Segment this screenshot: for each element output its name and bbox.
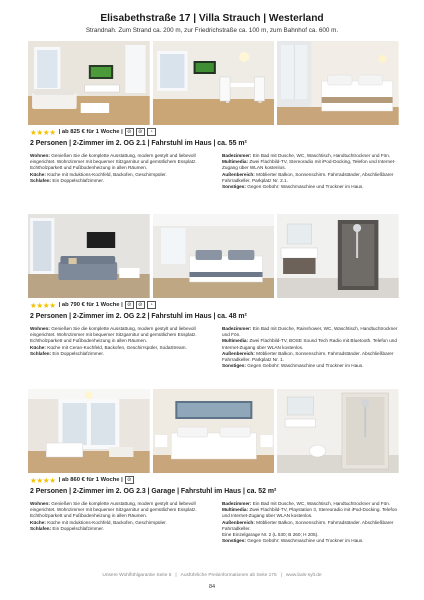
paragraph-label: Badezimmer: xyxy=(222,326,252,331)
document-title: Elisabethstraße 17 | Villa Strauch | Westerland xyxy=(100,13,324,24)
photo-bedroom xyxy=(153,389,275,473)
paragraph-text: Zwei Flachbild-TV, BOSE Sound Tech Radio mit Bluetooth. Telefon und Internet-Zugang über WLAN kostenlos. xyxy=(222,338,398,350)
paragraph-text: Ein Doppelschlafzimmer. xyxy=(51,525,104,531)
paragraph-text: Genießen Sie die komplette Ausstattung, modern gestylt und liebevoll eingerichtet. Wohnzimmer mit bequemer Sitzgarnitur und gemütlichem Essplatz. xyxy=(30,153,197,165)
paragraph-text: Eine Einzelgarage Nr. 2 (L 530; B 260; H 205). xyxy=(222,532,319,538)
paragraph-label: Küche: xyxy=(30,519,46,525)
paragraph-label: Sonstiges: xyxy=(222,538,246,544)
photo-living-room-sofa xyxy=(28,214,150,298)
no-pets-icon: ⊘ xyxy=(136,128,145,136)
website-link[interactable]: www.bals-sylt.de xyxy=(285,573,322,578)
paragraph-label: Multimedia: xyxy=(222,338,249,344)
prices-link[interactable]: Ausführliche Preisinformationen ab Seite 175 xyxy=(180,573,277,578)
wifi-icon: ◔ xyxy=(147,128,156,136)
description-paragraph xyxy=(222,172,400,184)
paragraph-text: Genießen Sie die komplette Ausstattung, modern gestylt und liebevoll eingerichtet. Wohnzimmer mit bequemer Sitzgarnitur und gemütlichem Essplatz. xyxy=(30,326,197,338)
description-left-column xyxy=(30,326,208,369)
apartment-description xyxy=(30,326,400,369)
rating-line xyxy=(30,300,156,310)
paragraph-text: Küche mit Induktions-Kochfeld, Backofen, Geschirrspüler. xyxy=(45,171,167,177)
paragraph-text: Ein Doppelschlafzimmer. xyxy=(51,350,104,356)
paragraph-label: Schlafen: xyxy=(30,350,52,356)
paragraph-text: Ein Bad mit Dusche, WC, Waschtisch, Handtuchtrockner und Fön. xyxy=(251,501,391,506)
photo-bedroom xyxy=(153,214,275,298)
star-rating-icon: ★★★★ xyxy=(30,127,56,137)
paragraph-text: Genießen Sie die komplette Ausstattung, modern gestylt und liebevoll eingerichtet. Wohnzimmer mit bequemer Sitzgarnitur und gemütlichem Essplatz. xyxy=(30,501,197,513)
paragraph-label: Multimedia: xyxy=(222,507,249,513)
document-subtitle: Strandnah. Zum Strand ca. 200 m, zur Friedrichstraße ca. 100 m, zum Bahnhof ca. 600 m. xyxy=(85,27,339,34)
description-paragraph xyxy=(222,538,400,544)
star-rating-icon: ★★★★ xyxy=(30,475,56,485)
photo-bedroom xyxy=(277,41,399,125)
photo-row-apartment-2-1 xyxy=(28,41,399,125)
page-footer xyxy=(0,573,424,578)
photo-dining-area xyxy=(153,41,275,125)
description-left-column xyxy=(30,153,208,190)
paragraph-label: Badezimmer: xyxy=(222,153,252,158)
photo-bathroom-shower xyxy=(277,214,399,298)
paragraph-text: Gegen Gebühr: Waschmaschine und Trockner im Haus. xyxy=(245,538,364,544)
photo-row-apartment-2-3 xyxy=(28,389,399,473)
description-right-column xyxy=(222,153,400,190)
description-paragraph xyxy=(222,326,400,338)
paragraph-text: Küche mit Induktions-Kochfeld, Backofen, Geschirrspüler. xyxy=(45,519,167,525)
description-paragraph xyxy=(222,351,400,363)
paragraph-text: Ein Bad mit Dusche, WC, Waschtisch, Handtuchtrockner und Fön. xyxy=(251,153,391,158)
description-paragraph xyxy=(30,351,208,357)
description-right-column xyxy=(222,326,400,369)
paragraph-label: Sonstiges: xyxy=(222,184,246,190)
apartment-heading: 2 Personen | 2-Zimmer im 2. OG 2.2 | Fahrstuhl im Haus | ca. 48 m² xyxy=(30,313,247,320)
paragraph-label: Sonstiges: xyxy=(222,363,246,369)
price-label: | ab 825 € für 1 Woche | xyxy=(58,129,123,135)
description-paragraph xyxy=(30,178,208,184)
paragraph-label: Schlafen: xyxy=(30,525,52,531)
no-smoking-icon: ⊘ xyxy=(125,301,134,309)
paragraph-text: Zwei Flachbild-TV, Playstation 3, Stereoradio mit iPod-Docking. Telefon und Internet-Zugang über WLAN kostenlos. xyxy=(222,507,398,519)
description-paragraph xyxy=(222,507,400,519)
description-right-column xyxy=(222,501,400,544)
no-smoking-icon: ⊘ xyxy=(125,128,134,136)
paragraph-label: Küche: xyxy=(30,171,46,177)
paragraph-label: Küche: xyxy=(30,344,46,350)
description-paragraph xyxy=(30,501,208,513)
apartment-heading: 2 Personen | 2-Zimmer im 2. OG 2.1 | Fahrstuhl im Haus | ca. 55 m² xyxy=(30,140,247,147)
rating-line xyxy=(30,127,156,137)
star-rating-icon: ★★★★ xyxy=(30,300,56,310)
paragraph-text: Gegen Gebühr: Waschmaschine und Trockner im Haus. xyxy=(245,184,364,190)
photo-row-apartment-2-2 xyxy=(28,214,399,298)
description-paragraph xyxy=(30,326,208,338)
description-paragraph xyxy=(222,338,400,350)
rating-line xyxy=(30,475,134,485)
price-label: | ab 790 € für 1 Woche | xyxy=(58,302,123,308)
description-left-column xyxy=(30,501,208,544)
apartment-description xyxy=(30,153,400,190)
paragraph-label: Badezimmer: xyxy=(222,501,252,506)
paragraph-text: Möblierter Balkon, Sonnenschirm. Fahrradständer. Abschließbarer Fahrradkeller. xyxy=(222,519,394,531)
paragraph-text: Möblierter Balkon, Sonnenschirm. Fahrradständer. Abschließbarer Fahrradkeller. Parkplatz Nr. 1. xyxy=(222,350,394,363)
paragraph-label: Wohnen: xyxy=(30,326,50,331)
guarantee-link[interactable]: Unsere Wohlfühlgarantie Seite 5 xyxy=(102,573,172,578)
description-paragraph xyxy=(222,184,400,190)
paragraph-label: Außenbereich: xyxy=(222,171,255,177)
paragraph-label: Multimedia: xyxy=(222,159,249,165)
photo-bathroom xyxy=(277,389,399,473)
paragraph-text: Ein Bad mit Dusche, Rainshower, WC, Waschtisch, Handtuchtrockner und Fön. xyxy=(222,326,398,338)
footer-separator: | xyxy=(175,573,177,578)
price-label: | ab 860 € für 1 Woche | xyxy=(58,477,123,483)
paragraph-label: Wohnen: xyxy=(30,501,50,506)
apartment-heading: 2 Personen | 2-Zimmer im 2. OG 2.3 | Garage | Fahrstuhl im Haus | ca. 52 m² xyxy=(30,488,277,495)
paragraph-text: Echtholzparkett und Fußbodenheizung in allen Räumen. xyxy=(30,338,148,344)
no-smoking-icon: ⊘ xyxy=(125,476,134,484)
paragraph-text: Echtholzparkett und Fußbodenheizung in allen Räumen. xyxy=(30,165,148,171)
photo-living-room-window xyxy=(28,389,150,473)
description-paragraph xyxy=(30,153,208,165)
wifi-icon: ◔ xyxy=(147,301,156,309)
description-paragraph xyxy=(222,159,400,171)
photo-living-room-tv xyxy=(28,41,150,125)
paragraph-label: Wohnen: xyxy=(30,153,50,158)
footer-separator: | xyxy=(280,573,282,578)
paragraph-label: Außenbereich: xyxy=(222,519,255,525)
paragraph-label: Schlafen: xyxy=(30,177,52,183)
paragraph-text: Echtholzparkett und Fußbodenheizung in allen Räumen. xyxy=(30,513,148,519)
paragraph-text: Küche mit Ceran-Kochfeld, Backofen, Geschirrspüler, SodaStream. xyxy=(45,344,187,350)
paragraph-text: Gegen Gebühr: Waschmaschine und Trockner im Haus. xyxy=(245,363,364,369)
page-number: 84 xyxy=(208,584,216,590)
description-paragraph xyxy=(222,363,400,369)
paragraph-text: Ein Doppelschlafzimmer. xyxy=(51,177,104,183)
paragraph-text: Möblierter Balkon, Sonnenschirm. Fahrradständer, Abschließbarer Fahrradkeller. Parkplatz Nr. 2.1. xyxy=(222,171,394,183)
no-pets-icon: ⊘ xyxy=(136,301,145,309)
description-paragraph xyxy=(30,526,208,532)
paragraph-text: Zwei Flachbild-TV, Stereoradio mit iPod-Docking, Telefon und Internet-Zugang über WLAN kostenlos. xyxy=(222,159,396,171)
paragraph-label: Außenbereich: xyxy=(222,350,255,356)
apartment-description xyxy=(30,501,400,544)
description-paragraph xyxy=(222,520,400,532)
